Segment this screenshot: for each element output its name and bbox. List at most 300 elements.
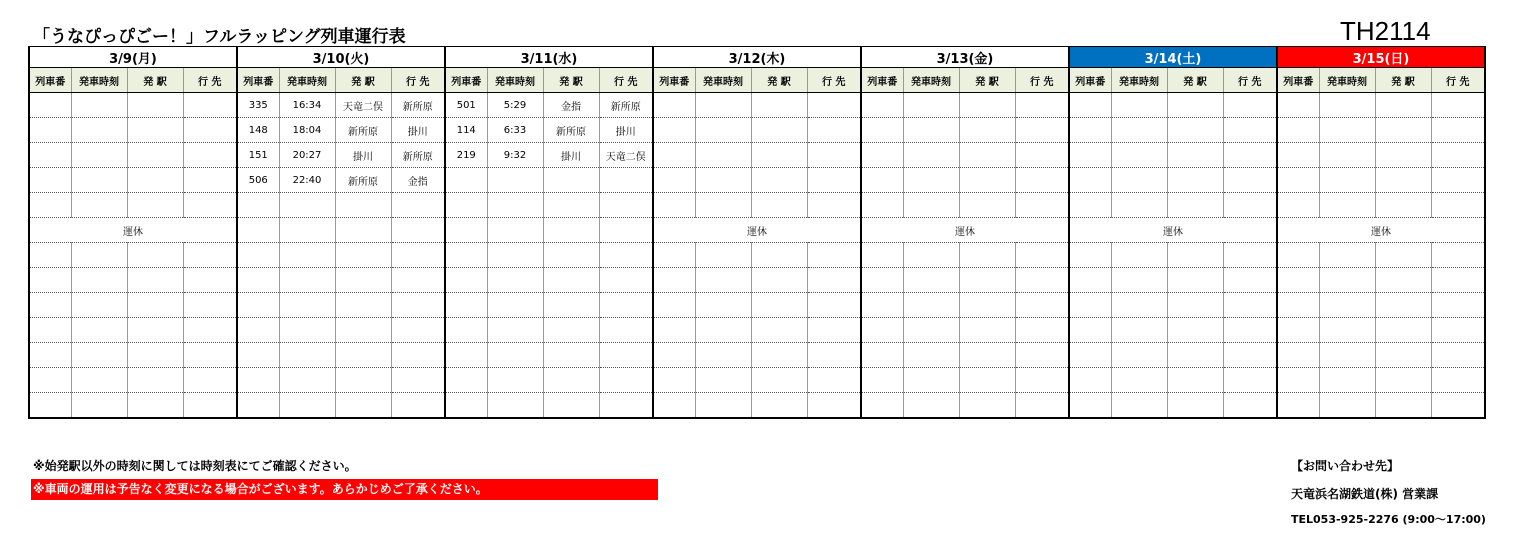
column-header: 発 駅 [1375,68,1431,93]
table-cell [1167,268,1223,293]
table-cell [1069,343,1111,368]
table-cell [71,268,127,293]
table-cell [127,268,183,293]
table-cell [861,168,903,193]
table-cell [1375,118,1431,143]
table-cell [1223,93,1277,118]
table-cell [1431,243,1485,268]
table-cell [487,218,543,243]
column-header: 発車時刻 [903,68,959,93]
table-cell [1375,293,1431,318]
table-cell [1015,268,1069,293]
column-header: 行 先 [1431,68,1485,93]
table-cell [445,293,487,318]
table-cell [807,343,861,368]
table-cell [695,168,751,193]
table-cell [183,118,237,143]
table-cell [1069,318,1111,343]
table-cell [959,193,1015,218]
table-cell [1111,168,1167,193]
table-cell [183,318,237,343]
column-header: 発車時刻 [279,68,335,93]
column-header: 列車番 [861,68,903,93]
table-cell [1015,243,1069,268]
table-cell [1223,393,1277,419]
table-row [29,393,1485,419]
table-cell [903,343,959,368]
table-row [29,318,1485,343]
table-cell [445,368,487,393]
table-cell [1319,93,1375,118]
table-cell [183,343,237,368]
table-cell [127,168,183,193]
table-cell [1069,268,1111,293]
table-cell [543,318,599,343]
table-cell [29,168,71,193]
table-cell: 金指 [391,168,445,193]
table-cell [695,368,751,393]
table-cell [71,318,127,343]
column-header: 発車時刻 [71,68,127,93]
table-cell [1375,143,1431,168]
table-cell [959,293,1015,318]
table-row [29,143,1485,168]
table-cell [1375,393,1431,419]
table-cell [1111,118,1167,143]
table-cell [183,368,237,393]
column-header: 行 先 [599,68,653,93]
table-cell [751,118,807,143]
table-cell [445,243,487,268]
column-header: 列車番 [237,68,279,93]
table-cell [861,243,903,268]
table-row [29,93,1485,118]
table-cell [1431,168,1485,193]
table-cell [1319,293,1375,318]
table-cell [959,168,1015,193]
table-cell [1167,393,1223,419]
table-cell [1069,93,1111,118]
table-row [29,168,1485,193]
table-cell [903,243,959,268]
table-cell [445,318,487,343]
table-cell [335,218,391,243]
table-cell [1277,243,1319,268]
table-cell [391,293,445,318]
column-header: 行 先 [391,68,445,93]
table-cell [1431,143,1485,168]
day-header: 3/9(月) [29,47,237,68]
table-cell [29,93,71,118]
table-cell: 掛川 [599,118,653,143]
table-cell: 新所原 [335,168,391,193]
table-cell: 5:29 [487,93,543,118]
table-cell [29,118,71,143]
table-cell [279,193,335,218]
table-cell: 新所原 [391,93,445,118]
table-cell [237,368,279,393]
table-cell [391,193,445,218]
table-cell: 501 [445,93,487,118]
table-cell [183,393,237,419]
table-cell: 新所原 [599,93,653,118]
table-cell [1319,343,1375,368]
table-cell [1069,368,1111,393]
table-cell [1319,243,1375,268]
table-cell [71,118,127,143]
table-cell [959,93,1015,118]
day-header: 3/10(火) [237,47,445,68]
table-cell [127,243,183,268]
table-cell [1431,193,1485,218]
table-cell [1015,318,1069,343]
table-cell [1431,393,1485,419]
table-cell: 151 [237,143,279,168]
table-cell [391,243,445,268]
column-header: 行 先 [1223,68,1277,93]
table-cell [1431,293,1485,318]
table-cell [903,193,959,218]
table-cell [183,168,237,193]
table-cell [279,218,335,243]
table-cell [1015,393,1069,419]
table-cell [127,93,183,118]
table-row [29,343,1485,368]
table-cell [903,93,959,118]
table-cell [487,318,543,343]
table-cell [807,93,861,118]
table-cell [279,243,335,268]
contact-company: 天竜浜名湖鉄道(株) 営業課 [1291,487,1439,501]
table-cell [1223,143,1277,168]
table-cell [1277,393,1319,419]
table-cell: 新所原 [543,118,599,143]
table-cell [751,168,807,193]
column-header: 列車番 [445,68,487,93]
table-cell [335,193,391,218]
table-cell: 16:34 [279,93,335,118]
table-cell [751,143,807,168]
table-cell [335,343,391,368]
table-cell [391,268,445,293]
table-row [29,193,1485,218]
table-cell [861,268,903,293]
table-cell [599,343,653,368]
table-cell [1111,318,1167,343]
table-cell [959,318,1015,343]
table-cell [487,343,543,368]
table-cell [445,393,487,419]
suspended-label: 運休 [1069,218,1277,243]
table-cell [695,393,751,419]
table-cell [1111,243,1167,268]
table-cell [127,343,183,368]
table-cell [279,393,335,419]
table-cell [445,343,487,368]
table-cell [599,318,653,343]
warning-note: ※車両の運用は予告なく変更になる場合がございます。あらかじめご了承ください。 [31,479,658,500]
table-cell [1111,268,1167,293]
table-cell [695,343,751,368]
day-header: 3/14(土) [1069,47,1277,68]
table-cell: 114 [445,118,487,143]
table-cell [1167,168,1223,193]
table-cell [445,168,487,193]
table-cell [959,343,1015,368]
table-cell [445,218,487,243]
table-cell [903,143,959,168]
table-cell [599,168,653,193]
column-header: 発 駅 [1167,68,1223,93]
table-cell [959,368,1015,393]
table-cell: 506 [237,168,279,193]
table-cell [1111,93,1167,118]
table-cell [807,118,861,143]
table-cell [543,218,599,243]
table-cell [183,268,237,293]
table-cell: 新所原 [335,118,391,143]
table-cell [695,93,751,118]
table-cell: 新所原 [391,143,445,168]
table-cell: 天竜二俣 [599,143,653,168]
table-cell [127,318,183,343]
table-cell [279,268,335,293]
timetable-note: ※始発駅以外の時刻に関しては時刻表にてご確認ください。 [33,459,357,473]
table-cell [279,293,335,318]
table-cell [1111,143,1167,168]
table-cell: 335 [237,93,279,118]
table-cell [71,293,127,318]
table-cell [237,268,279,293]
table-cell [861,93,903,118]
table-cell [1069,243,1111,268]
table-cell [445,193,487,218]
table-cell: 219 [445,143,487,168]
table-cell [237,318,279,343]
column-header: 発車時刻 [487,68,543,93]
table-cell [335,293,391,318]
table-cell [807,243,861,268]
day-header: 3/15(日) [1277,47,1485,68]
table-cell [1069,393,1111,419]
table-cell [279,318,335,343]
column-header: 発 駅 [335,68,391,93]
table-cell [861,193,903,218]
table-cell [127,193,183,218]
table-cell [29,268,71,293]
table-cell [1319,168,1375,193]
table-cell [1375,343,1431,368]
table-cell [1167,243,1223,268]
column-header: 発車時刻 [1111,68,1167,93]
table-cell [807,368,861,393]
table-cell [127,118,183,143]
table-cell [1015,193,1069,218]
table-cell [751,318,807,343]
table-cell [1167,343,1223,368]
table-cell [29,343,71,368]
table-cell [1319,393,1375,419]
column-header: 列車番 [1069,68,1111,93]
table-cell [1277,368,1319,393]
table-cell [279,368,335,393]
table-cell [1015,368,1069,393]
table-cell [903,318,959,343]
table-row [29,293,1485,318]
table-cell [543,293,599,318]
table-cell [445,268,487,293]
table-cell [807,393,861,419]
schedule-grid [28,46,1486,419]
table-cell [653,268,695,293]
table-cell [861,318,903,343]
table-cell [1375,268,1431,293]
table-cell [1375,318,1431,343]
table-cell [1319,318,1375,343]
table-cell [695,118,751,143]
table-cell [183,243,237,268]
table-cell [1167,193,1223,218]
table-cell [903,268,959,293]
table-cell [807,168,861,193]
table-cell [807,193,861,218]
table-cell [959,118,1015,143]
table-cell [1015,168,1069,193]
table-cell [599,218,653,243]
column-header-row [29,68,1485,93]
column-header: 発車時刻 [1319,68,1375,93]
table-cell [653,243,695,268]
table-cell [599,293,653,318]
table-cell [653,93,695,118]
table-cell [1015,343,1069,368]
suspended-label: 運休 [29,218,237,243]
table-cell [1223,118,1277,143]
table-cell [487,168,543,193]
table-cell [71,143,127,168]
table-cell [29,368,71,393]
table-cell [127,368,183,393]
table-cell [1015,118,1069,143]
table-cell [599,393,653,419]
table-cell [1223,343,1277,368]
table-cell [1015,143,1069,168]
column-header: 列車番 [653,68,695,93]
table-cell: 金指 [543,93,599,118]
table-cell [1277,343,1319,368]
table-cell [487,268,543,293]
table-cell [903,393,959,419]
column-header: 発 駅 [751,68,807,93]
table-cell [237,218,279,243]
table-cell [1277,93,1319,118]
suspended-label: 運休 [861,218,1069,243]
table-cell: 22:40 [279,168,335,193]
table-cell [1431,93,1485,118]
table-cell [543,393,599,419]
table-cell [183,193,237,218]
table-cell [1277,118,1319,143]
table-cell [807,293,861,318]
day-header: 3/11(水) [445,47,653,68]
table-cell [903,293,959,318]
table-cell [29,318,71,343]
table-cell: 天竜二俣 [335,93,391,118]
table-cell [653,368,695,393]
table-cell: 掛川 [391,118,445,143]
table-cell [751,393,807,419]
table-cell [335,318,391,343]
table-cell [1431,368,1485,393]
table-cell [1319,143,1375,168]
table-cell [391,393,445,419]
document-code: TH2114 [1340,16,1431,46]
table-cell [335,268,391,293]
table-row [29,118,1485,143]
day-header-row [29,47,1485,68]
table-cell [29,143,71,168]
table-cell [751,293,807,318]
table-cell [1015,93,1069,118]
table-cell [71,168,127,193]
table-cell [487,368,543,393]
table-cell [653,318,695,343]
table-cell [29,193,71,218]
table-cell [1277,268,1319,293]
table-row [29,218,1485,243]
table-cell [1111,343,1167,368]
table-cell [543,193,599,218]
page-title: 「うなぴっぴごー！」フルラッピング列車運行表 [33,27,406,47]
table-cell [1319,268,1375,293]
schedule-table [28,46,1486,419]
table-cell [903,368,959,393]
table-cell [1069,293,1111,318]
table-cell [335,368,391,393]
table-cell [1319,193,1375,218]
table-cell [751,268,807,293]
table-cell [903,118,959,143]
table-cell [543,243,599,268]
table-cell [279,343,335,368]
day-header: 3/12(木) [653,47,861,68]
table-cell [653,343,695,368]
table-cell [487,393,543,419]
table-cell [391,218,445,243]
table-cell: 掛川 [335,143,391,168]
table-cell [599,268,653,293]
contact-heading: 【お問い合わせ先】 [1291,459,1400,473]
table-cell [1375,93,1431,118]
table-cell [1319,368,1375,393]
table-cell [903,168,959,193]
table-cell: 20:27 [279,143,335,168]
table-cell [237,343,279,368]
table-cell [1167,143,1223,168]
table-cell [653,118,695,143]
table-cell [335,393,391,419]
contact-tel: TEL053-925-2276 (9:00～17:00) [1291,513,1486,526]
table-cell [487,193,543,218]
column-header: 行 先 [1015,68,1069,93]
table-cell [861,143,903,168]
table-cell [695,268,751,293]
table-cell [487,243,543,268]
table-cell: 148 [237,118,279,143]
table-cell [1223,318,1277,343]
table-cell [183,143,237,168]
table-cell [29,393,71,419]
